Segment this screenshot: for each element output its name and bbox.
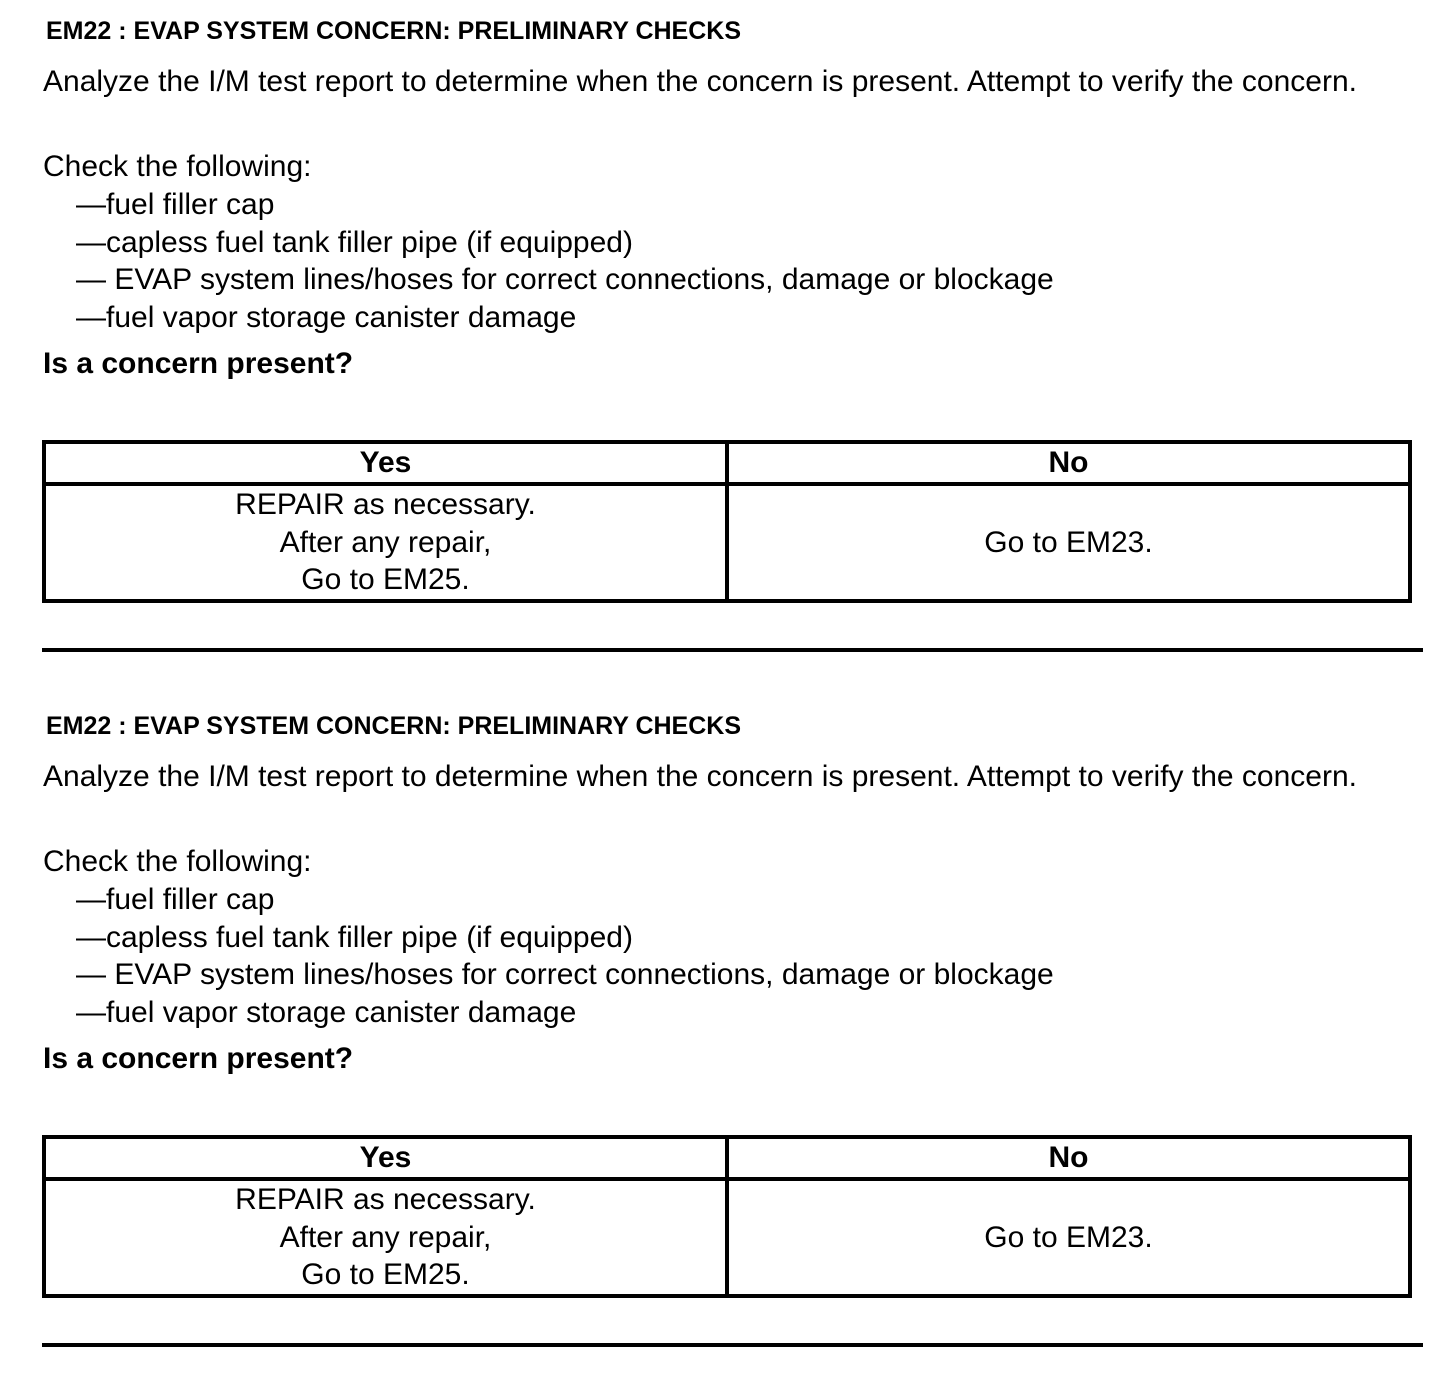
check-item: —fuel filler cap xyxy=(76,883,275,916)
yes-line: After any repair, xyxy=(279,1220,492,1254)
yes-line: REPAIR as necessary. xyxy=(235,1183,536,1216)
header-yes: Yes xyxy=(44,442,727,484)
check-list xyxy=(76,186,1054,336)
header-no: No xyxy=(727,1137,1410,1179)
check-label: Check the following: xyxy=(43,845,312,878)
check-item: —capless fuel tank filler pipe (if equipped) xyxy=(76,920,633,954)
answer-table xyxy=(42,440,1412,603)
check-label: Check the following: xyxy=(43,150,312,183)
section-title: EM22 : EVAP SYSTEM CONCERN: PRELIMINARY CHECKS xyxy=(46,17,742,45)
check-item: — EVAP system lines/hoses for correct connections, damage or blockage xyxy=(76,958,1054,991)
yes-line: Go to EM25. xyxy=(301,563,470,596)
check-item: —fuel vapor storage canister damage xyxy=(76,995,577,1029)
check-list xyxy=(76,881,1054,1031)
question: Is a concern present? xyxy=(43,1042,354,1075)
section-divider xyxy=(42,648,1423,652)
intro-paragraph: Analyze the I/M test report to determine when the concern is present. Attempt to verify the concern. xyxy=(43,65,1357,98)
no-cell: Go to EM23. xyxy=(727,484,1410,601)
check-item: — EVAP system lines/hoses for correct connections, damage or blockage xyxy=(76,263,1054,296)
check-item: —capless fuel tank filler pipe (if equipped) xyxy=(76,225,633,259)
answer-table xyxy=(42,1135,1412,1298)
header-yes: Yes xyxy=(44,1137,727,1179)
yes-line: After any repair, xyxy=(279,525,492,559)
procedure-section xyxy=(0,0,1456,680)
check-item: —fuel filler cap xyxy=(76,188,275,221)
procedure-section xyxy=(0,695,1456,1375)
table-header-row xyxy=(44,442,1410,484)
yes-cell xyxy=(44,1179,727,1296)
section-divider xyxy=(42,1343,1423,1347)
section-title: EM22 : EVAP SYSTEM CONCERN: PRELIMINARY CHECKS xyxy=(46,712,742,740)
table-header-row xyxy=(44,1137,1410,1179)
yes-cell xyxy=(44,484,727,601)
table-row xyxy=(44,484,1410,601)
question: Is a concern present? xyxy=(43,347,354,380)
no-cell: Go to EM23. xyxy=(727,1179,1410,1296)
table-row xyxy=(44,1179,1410,1296)
yes-line: REPAIR as necessary. xyxy=(235,488,536,521)
header-no: No xyxy=(727,442,1410,484)
check-item: —fuel vapor storage canister damage xyxy=(76,300,577,334)
intro-paragraph: Analyze the I/M test report to determine when the concern is present. Attempt to verify the concern. xyxy=(43,760,1357,793)
yes-line: Go to EM25. xyxy=(301,1258,470,1291)
